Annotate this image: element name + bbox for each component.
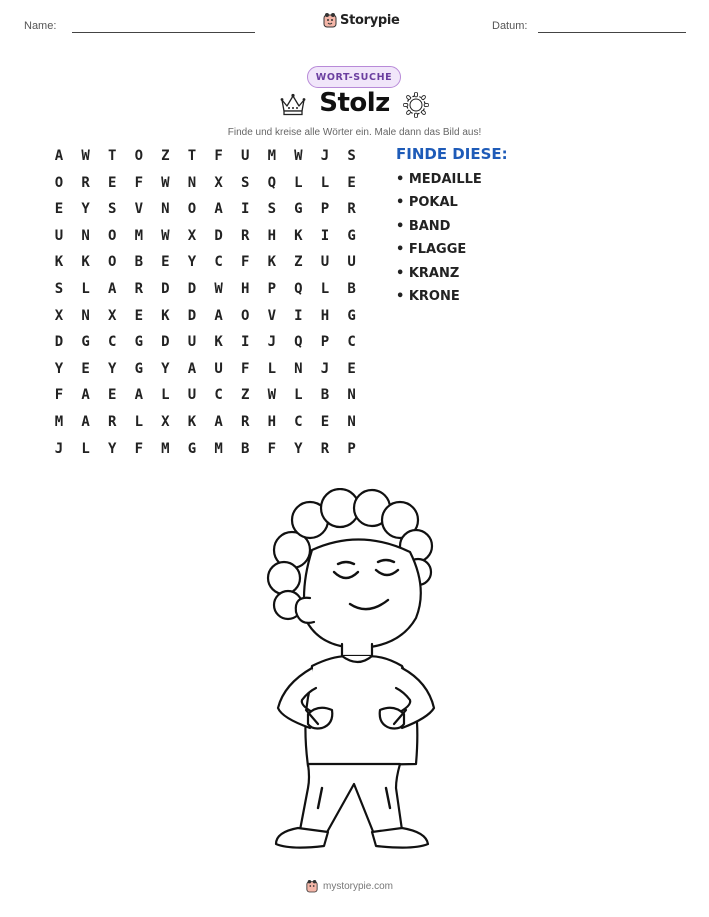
grid-letter[interactable]: L <box>294 387 303 404</box>
grid-letter[interactable]: X <box>54 307 64 324</box>
word-list-item: • BAND <box>396 218 451 234</box>
grid-letter[interactable]: D <box>161 334 170 351</box>
grid-letter[interactable]: O <box>54 174 64 191</box>
name-label: Name: <box>24 20 57 32</box>
grid-letter[interactable]: F <box>267 440 277 457</box>
grid-letter[interactable]: L <box>81 440 90 457</box>
grid-letter[interactable]: H <box>267 414 277 430</box>
grid-letter[interactable]: A <box>134 387 144 404</box>
grid-letter[interactable]: B <box>240 440 250 457</box>
grid-letter[interactable]: Y <box>54 360 64 377</box>
grid-letter[interactable]: C <box>107 334 117 351</box>
storypie-logo-icon <box>323 12 337 28</box>
grid-letter[interactable]: F <box>54 387 64 404</box>
grid-letter[interactable]: L <box>161 387 170 404</box>
grid-letter[interactable]: E <box>347 174 356 191</box>
wreath-icon <box>403 92 429 118</box>
grid-letter[interactable]: L <box>267 360 277 377</box>
grid-letter[interactable]: G <box>134 360 144 377</box>
grid-letter[interactable]: C <box>347 334 356 351</box>
grid-letter[interactable]: F <box>240 254 250 271</box>
grid-letter[interactable]: R <box>347 201 356 218</box>
grid-letter[interactable]: I <box>240 201 250 218</box>
grid-letter[interactable]: D <box>187 281 197 297</box>
grid-letter[interactable]: J <box>54 440 64 457</box>
grid-letter[interactable]: F <box>134 174 144 191</box>
grid-letter[interactable]: L <box>320 174 330 191</box>
grid-letter[interactable]: P <box>320 334 330 351</box>
brand-name: Storypie <box>340 12 400 28</box>
grid-letter[interactable]: X <box>107 307 117 324</box>
grid-letter[interactable]: X <box>214 174 223 191</box>
grid-letter[interactable]: G <box>294 201 303 218</box>
grid-letter[interactable]: K <box>214 334 223 351</box>
grid-letter[interactable]: W <box>214 281 223 297</box>
grid-letter[interactable]: G <box>81 334 90 351</box>
grid-letter[interactable]: L <box>134 414 144 430</box>
grid-letter[interactable]: K <box>161 307 170 324</box>
grid-letter[interactable]: N <box>347 414 356 430</box>
footer <box>306 879 393 893</box>
page-title: Stolz <box>319 88 390 118</box>
grid-letter[interactable]: R <box>81 174 90 191</box>
grid-letter[interactable]: E <box>347 360 356 377</box>
grid-letter[interactable]: E <box>161 254 170 271</box>
grid-letter[interactable]: U <box>347 254 356 271</box>
grid-letter[interactable]: C <box>214 254 223 271</box>
grid-letter[interactable]: O <box>240 307 250 324</box>
grid-letter[interactable]: E <box>107 174 117 191</box>
grid-letter[interactable]: A <box>187 360 197 377</box>
grid-letter[interactable]: G <box>134 334 144 351</box>
grid-letter[interactable]: I <box>294 307 303 324</box>
date-label: Datum: <box>492 20 528 32</box>
grid-letter[interactable]: O <box>107 227 117 244</box>
word-list-title: FINDE DIESE: <box>396 145 508 163</box>
grid-letter[interactable]: A <box>214 201 223 218</box>
grid-letter[interactable]: E <box>107 387 117 404</box>
grid-letter[interactable]: F <box>240 360 250 377</box>
grid-letter[interactable]: X <box>187 227 197 244</box>
grid-letter[interactable]: Q <box>267 174 277 191</box>
grid-letter[interactable]: O <box>187 201 197 218</box>
grid-letter[interactable]: U <box>240 148 250 164</box>
grid-letter[interactable]: V <box>267 307 277 324</box>
grid-letter[interactable]: R <box>320 440 330 457</box>
grid-letter[interactable]: U <box>320 254 330 271</box>
grid-letter[interactable]: G <box>347 227 356 244</box>
grid-letter[interactable]: U <box>187 387 197 404</box>
grid-letter[interactable]: P <box>267 281 277 297</box>
grid-letter[interactable]: W <box>294 148 303 164</box>
grid-letter[interactable]: F <box>214 148 223 164</box>
grid-letter[interactable]: H <box>240 281 250 297</box>
grid-letter[interactable]: R <box>134 281 144 297</box>
grid-letter[interactable]: C <box>214 387 223 404</box>
grid-letter[interactable]: Q <box>294 281 303 297</box>
word-list <box>396 172 482 312</box>
child-coloring-illustration <box>250 488 460 858</box>
word-list-item: • KRONE <box>396 288 460 304</box>
grid-letter[interactable]: F <box>134 440 144 457</box>
grid-letter[interactable]: L <box>320 281 330 297</box>
grid-letter[interactable]: G <box>347 307 356 324</box>
grid-letter[interactable]: E <box>54 201 64 218</box>
grid-letter[interactable]: W <box>161 227 170 244</box>
grid-letter[interactable]: C <box>294 414 303 430</box>
grid-letter[interactable]: Y <box>81 201 90 218</box>
grid-letter[interactable]: R <box>240 414 250 430</box>
grid-letter[interactable]: A <box>81 387 90 404</box>
grid-letter[interactable]: W <box>267 387 277 404</box>
grid-letter[interactable]: W <box>161 174 170 191</box>
grid-letter[interactable]: A <box>81 414 90 430</box>
grid-letter[interactable]: N <box>81 307 90 324</box>
grid-letter[interactable]: P <box>320 201 330 218</box>
storypie-logo-icon <box>306 879 318 893</box>
grid-letter[interactable]: K <box>294 227 303 244</box>
grid-letter[interactable]: S <box>267 201 277 218</box>
grid-letter[interactable]: N <box>161 201 170 218</box>
grid-letter[interactable]: P <box>347 440 356 457</box>
grid-letter[interactable]: R <box>240 227 250 244</box>
grid-letter[interactable]: Y <box>294 440 303 457</box>
grid-letter[interactable]: Y <box>187 254 197 271</box>
grid-letter[interactable]: K <box>267 254 277 271</box>
grid-letter[interactable]: J <box>320 360 330 377</box>
grid-letter[interactable]: U <box>54 227 64 244</box>
grid-letter[interactable]: Z <box>240 387 250 404</box>
grid-letter[interactable]: K <box>54 254 64 271</box>
grid-letter[interactable]: L <box>81 281 90 297</box>
grid-letter[interactable]: U <box>187 334 197 351</box>
grid-letter[interactable]: M <box>161 440 170 457</box>
grid-letter[interactable]: H <box>320 307 330 324</box>
grid-letter[interactable]: S <box>107 201 117 218</box>
grid-letter[interactable]: B <box>320 387 330 404</box>
grid-letter[interactable]: E <box>320 414 330 430</box>
grid-letter[interactable]: Q <box>294 334 303 351</box>
grid-letter[interactable]: A <box>54 148 64 164</box>
word-list-item: • KRANZ <box>396 265 460 281</box>
footer-url[interactable]: mystorypie.com <box>323 880 394 892</box>
grid-letter[interactable]: I <box>240 334 250 351</box>
grid-letter[interactable]: A <box>107 281 117 297</box>
grid-letter[interactable]: R <box>107 414 117 430</box>
grid-letter[interactable]: M <box>134 227 144 244</box>
grid-letter[interactable]: M <box>214 440 223 457</box>
grid-letter[interactable]: D <box>214 227 223 244</box>
grid-letter[interactable]: K <box>187 414 197 430</box>
name-line[interactable] <box>72 32 255 33</box>
grid-letter[interactable]: Y <box>107 440 117 457</box>
grid-letter[interactable]: T <box>107 148 117 164</box>
grid-letter[interactable]: V <box>134 201 144 218</box>
grid-letter[interactable]: Z <box>161 148 170 164</box>
word-search-badge: WORT-SUCHE <box>307 66 401 88</box>
storypie-brand <box>323 12 400 28</box>
grid-letter[interactable]: J <box>267 334 277 351</box>
grid-letter[interactable]: S <box>240 174 250 191</box>
grid-letter[interactable]: O <box>107 254 117 271</box>
word-list-item: • FLAGGE <box>396 242 467 258</box>
date-line[interactable] <box>538 32 686 33</box>
grid-letter[interactable]: S <box>54 281 64 297</box>
grid-letter[interactable]: N <box>294 360 303 377</box>
word-list-item: • POKAL <box>396 195 458 211</box>
grid-letter[interactable]: M <box>267 148 277 164</box>
grid-letter[interactable]: I <box>320 227 330 244</box>
grid-letter[interactable]: N <box>81 227 90 244</box>
grid-letter[interactable]: B <box>347 281 356 297</box>
grid-letter[interactable]: X <box>161 414 170 430</box>
grid-letter[interactable]: L <box>294 174 303 191</box>
grid-letter[interactable]: Z <box>294 254 303 271</box>
grid-letter[interactable]: H <box>267 227 277 244</box>
grid-letter[interactable]: Y <box>107 360 117 377</box>
grid-letter[interactable]: D <box>54 334 64 351</box>
grid-letter[interactable]: D <box>161 281 170 297</box>
grid-letter[interactable]: T <box>187 148 197 164</box>
grid-letter[interactable]: U <box>214 360 223 377</box>
grid-letter[interactable]: Y <box>161 360 170 377</box>
grid-letter[interactable]: M <box>54 414 64 430</box>
grid-letter[interactable]: D <box>187 307 197 324</box>
grid-letter[interactable]: S <box>347 148 356 164</box>
grid-letter[interactable]: W <box>81 148 90 164</box>
grid-letter[interactable]: J <box>320 148 330 164</box>
grid-letter[interactable]: A <box>214 414 223 430</box>
grid-letter[interactable]: E <box>134 307 144 324</box>
grid-letter[interactable]: E <box>81 360 90 377</box>
grid-letter[interactable]: B <box>134 254 144 271</box>
word-list-item: • MEDAILLE <box>396 172 482 187</box>
grid-letter[interactable]: N <box>187 174 197 191</box>
grid-letter[interactable]: G <box>187 440 197 457</box>
grid-letter[interactable]: O <box>134 148 144 164</box>
instructions: Finde und kreise alle Wörter ein. Male dann das Bild aus! <box>227 127 482 138</box>
grid-letter[interactable]: K <box>81 254 90 271</box>
grid-letter[interactable]: N <box>347 387 356 404</box>
grid-letter[interactable]: A <box>214 307 223 324</box>
